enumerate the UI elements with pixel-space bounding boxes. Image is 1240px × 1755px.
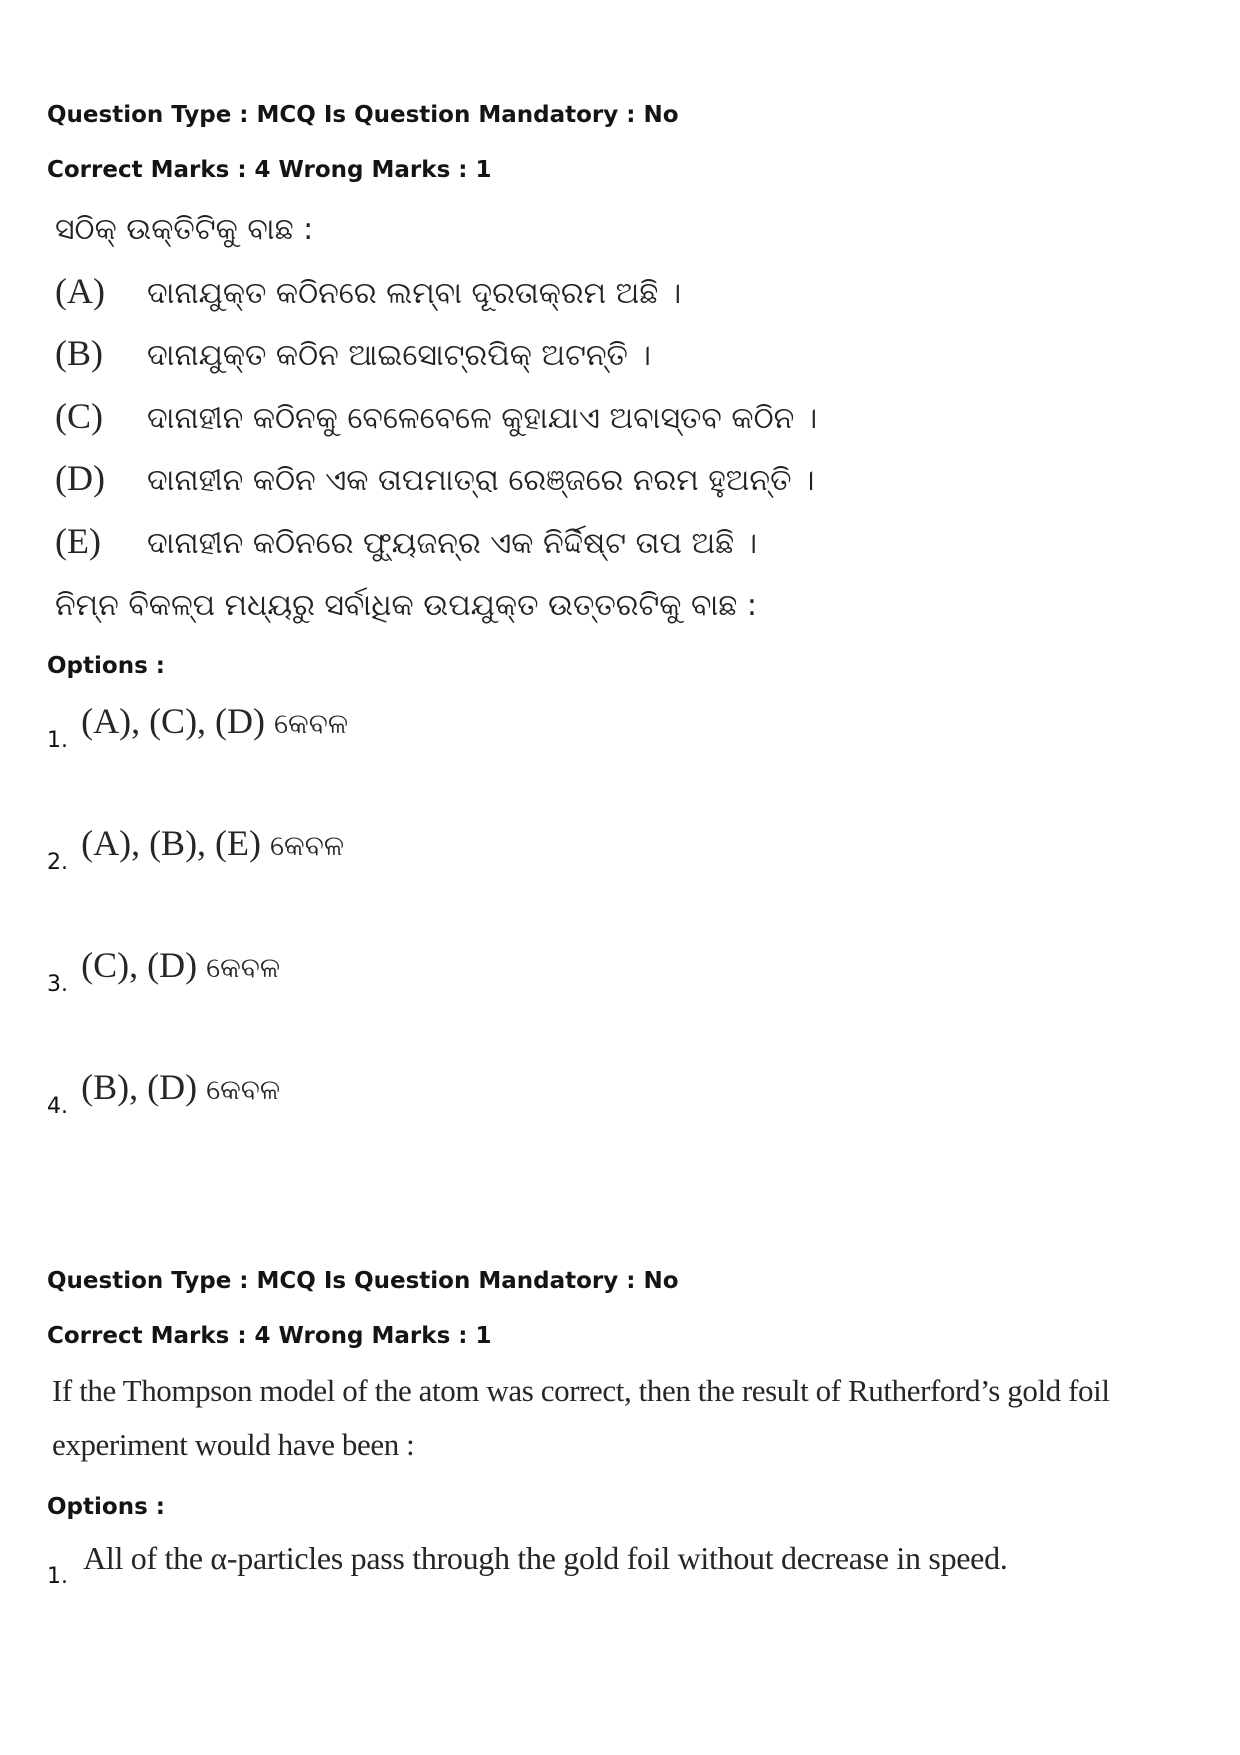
question-type-line: Question Type : MCQ Is Question Mandatory : No xyxy=(47,102,679,128)
option-number: 1. xyxy=(47,1564,68,1589)
option-1[interactable] xyxy=(47,1540,1008,1589)
option-2[interactable] xyxy=(47,822,345,875)
statement-letter: (C) xyxy=(55,396,103,436)
option-number: 2. xyxy=(47,850,68,875)
statement-letter: (E) xyxy=(55,521,101,561)
statement-letter: (A) xyxy=(55,271,105,311)
question-type-line: Question Type : MCQ Is Question Mandatory : No xyxy=(47,1268,679,1294)
option-4[interactable] xyxy=(47,1066,281,1119)
option-text: All of the α-particles pass through the gold foil without decrease in speed. xyxy=(83,1540,1008,1576)
option-text: (A), (B), (E) କେବଳ xyxy=(81,823,345,863)
option-text: (B), (D) କେବଳ xyxy=(81,1067,281,1107)
statement-text: ଦାନାହୀନ କଠିନକୁ ବେଳେବେଳେ କୁହାଯାଏ ଅବାସ୍ତବ କଠିନ । xyxy=(147,401,818,436)
statement-letter: (B) xyxy=(55,333,103,373)
question-instruction: ନିମ୍ନ ବିକଳ୍ପ ମଧ୍ୟରୁ ସର୍ବାଧିକ ଉପଯୁକ୍ତ ଉତ୍ତରଟିକୁ ବାଛ : xyxy=(55,588,757,623)
statement-c xyxy=(55,395,817,437)
statement-text: ଦାନାଯୁକ୍ତ କଠିନରେ ଲମ୍ବା ଦୂରତାକ୍ରମ ଅଛି । xyxy=(147,276,682,311)
question-intro: ସଠିକ୍ ଉକ୍ତିଟିକୁ ବାଛ : xyxy=(55,212,314,247)
option-3[interactable] xyxy=(47,944,281,997)
statement-text: ଦାନାହୀନ କଠିନ ଏକ ତାପମାତ୍ରା ରେଞ୍ଜରେ ନରମ ହୁଅନ୍ତି । xyxy=(147,463,815,498)
marks-line: Correct Marks : 4 Wrong Marks : 1 xyxy=(47,1323,492,1349)
statement-a xyxy=(55,270,681,312)
options-label: Options : xyxy=(47,1494,165,1520)
statement-e xyxy=(55,520,757,562)
option-text: (A), (C), (D) କେବଳ xyxy=(81,701,349,741)
option-number: 3. xyxy=(47,972,68,997)
question-stem-line-1: If the Thompson model of the atom was correct, then the result of Rutherford’s gold foil xyxy=(52,1373,1110,1408)
marks-line: Correct Marks : 4 Wrong Marks : 1 xyxy=(47,157,492,183)
option-number: 4. xyxy=(47,1094,68,1119)
statement-text: ଦାନାଯୁକ୍ତ କଠିନ ଆଇସୋଟ୍ରପିକ୍ ଅଟନ୍ତି । xyxy=(147,338,651,373)
statement-text: ଦାନାହୀନ କଠିନରେ ଫ୍ୟୁଜନ୍‌ର ଏକ ନିର୍ଦ୍ଦିଷ୍ଟ ତାପ ଅଛି । xyxy=(147,526,758,561)
statement-d xyxy=(55,457,815,499)
option-text: (C), (D) କେବଳ xyxy=(81,945,281,985)
statement-b xyxy=(55,332,651,374)
option-1[interactable] xyxy=(47,700,349,753)
options-label: Options : xyxy=(47,653,165,679)
statement-letter: (D) xyxy=(55,458,105,498)
question-stem-line-2: experiment would have been : xyxy=(52,1427,415,1462)
option-number: 1. xyxy=(47,728,68,753)
